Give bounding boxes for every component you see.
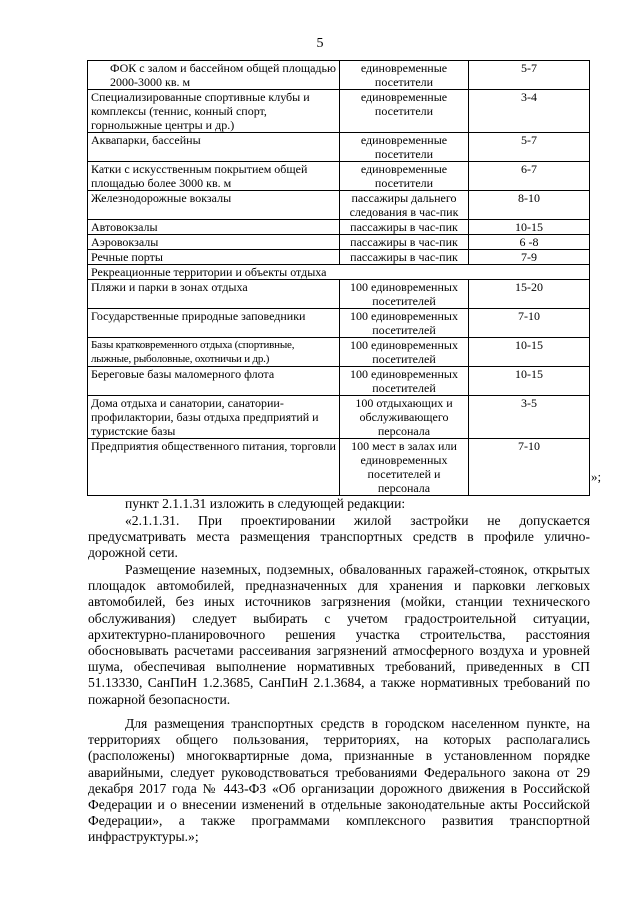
- table-row: [88, 280, 590, 309]
- paragraph-2-1-1-31: «2.1.1.31. При проектировании жилой застройки не допускается предусматривать места размещения транспортных средств в профиле улично-дорожной сети.: [88, 513, 590, 561]
- table-cell-unit: единовременные посетители: [340, 90, 469, 133]
- table-cell-object: Базы кратковременного отдыха (спортивные, лыжные, рыболовные, охотничьи и др.): [88, 338, 340, 367]
- table-cell-unit: пассажиры в час-пик: [340, 250, 469, 265]
- paragraph-amendment-intro: пункт 2.1.1.31 изложить в следующей редакции:: [125, 496, 406, 511]
- table-cell-value: 7-10: [469, 309, 590, 338]
- table-row: [88, 309, 590, 338]
- table-cell-value: 3-5: [469, 396, 590, 439]
- table-cell-value: 3-4: [469, 90, 590, 133]
- table-cell-object: Железнодорожные вокзалы: [88, 191, 340, 220]
- table-cell-object: Автовокзалы: [88, 220, 340, 235]
- table-cell-value: 7-9: [469, 250, 590, 265]
- table-cell-value: 5-7: [469, 133, 590, 162]
- table-cell-object: Аэровокзалы: [88, 235, 340, 250]
- table-row: [88, 250, 590, 265]
- table-cell-unit: пассажиры в час-пик: [340, 220, 469, 235]
- table-cell-object: Речные порты: [88, 250, 340, 265]
- parking-norms-table: [87, 60, 590, 496]
- table-cell-value: 6-7: [469, 162, 590, 191]
- table-cell-value: 10-15: [469, 220, 590, 235]
- table-cell-unit: 100 единовременных посетителей: [340, 309, 469, 338]
- table-cell-object: ФОК с залом и бассейном общей площадью 2000-3000 кв. м: [88, 61, 340, 90]
- table-cell-unit: 100 мест в залах или единовременных посетителей и персонала: [340, 439, 469, 496]
- table-cell-unit: единовременные посетители: [340, 162, 469, 191]
- table-cell-unit: 100 единовременных посетителей: [340, 338, 469, 367]
- table-row: [88, 90, 590, 133]
- table-cell-object: Государственные природные заповедники: [88, 309, 340, 338]
- table-cell-unit: пассажиры дальнего следования в час-пик: [340, 191, 469, 220]
- table-row: [88, 61, 590, 90]
- table-row: [88, 133, 590, 162]
- table-cell-object: Предприятия общественного питания, торговли: [88, 439, 340, 496]
- table-cell-unit: 100 отдыхающих и обслуживающего персонала: [340, 396, 469, 439]
- table-cell-object: Береговые базы маломерного флота: [88, 367, 340, 396]
- table-section-heading: Рекреационные территории и объекты отдыха: [88, 265, 590, 280]
- table-cell-value: 5-7: [469, 61, 590, 90]
- table-row: [88, 396, 590, 439]
- table-cell-value: 15-20: [469, 280, 590, 309]
- table-row: [88, 162, 590, 191]
- table-cell-value: 8-10: [469, 191, 590, 220]
- page-number: 5: [316, 36, 324, 51]
- table-closing-quote: »;: [591, 469, 602, 484]
- table-cell-unit: 100 единовременных посетителей: [340, 280, 469, 309]
- table-cell-value: 6 -8: [469, 235, 590, 250]
- table-row: [88, 338, 590, 367]
- table-cell-object: Аквапарки, бассейны: [88, 133, 340, 162]
- table-cell-unit: единовременные посетители: [340, 61, 469, 90]
- table-cell-value: 10-15: [469, 338, 590, 367]
- table-cell-object: Пляжи и парки в зонах отдыха: [88, 280, 340, 309]
- table-cell-object: Дома отдыха и санатории, санатории-профилактории, базы отдыха предприятий и туристские базы: [88, 396, 340, 439]
- table-cell-value: 10-15: [469, 367, 590, 396]
- table-cell-unit: пассажиры в час-пик: [340, 235, 469, 250]
- table-row: [88, 220, 590, 235]
- table-row: [88, 191, 590, 220]
- paragraph-transport-placement: Для размещения транспортных средств в городском населенном пункте, на территориях общего пользования, территориях, на которых располагались (расположены) многоквартирные дома, признанные в установленном порядке аварийными, следует руководствоваться требованиями Федерального закона от 29 декабря 2017 года № 443-ФЗ «Об организации дорожного движения в Российской Федерации и о внесении изменений в отдельные законодательные акты Российской Федерации», а также программами комплексного развития транспортной инфраструктуры.»;: [88, 716, 590, 845]
- table-row: [88, 265, 590, 280]
- table-cell-unit: единовременные посетители: [340, 133, 469, 162]
- paragraph-garage-placement: Размещение наземных, подземных, обвалованных гаражей-стоянок, открытых площадок автомобилей, предназначенных для хранения и парковки легковых автомобилей, без иных источников загрязнения (мойки, станции технического обслуживания) следует выбирать с учетом градостроительной ситуации, архитектурно-планировочного решения участка строительства, расстояния обосновывать расчетами рассеивания загрязнений атмосферного воздуха и уровней шума, обеспечивая выполнение нормативных требований, приведенных в СП 51.13330, СанПиН 1.2.3685, СанПиН 2.1.3684, а также нормативных требований по пожарной безопасности.: [88, 562, 590, 707]
- table-row: [88, 235, 590, 250]
- table-row: [88, 439, 590, 496]
- table-cell-object: Специализированные спортивные клубы и комплексы (теннис, конный спорт, горнолыжные центры и др.): [88, 90, 340, 133]
- table-cell-unit: 100 единовременных посетителей: [340, 367, 469, 396]
- table-cell-value: 7-10: [469, 439, 590, 496]
- table-row: [88, 367, 590, 396]
- table-cell-object: Катки с искусственным покрытием общей площадью более 3000 кв. м: [88, 162, 340, 191]
